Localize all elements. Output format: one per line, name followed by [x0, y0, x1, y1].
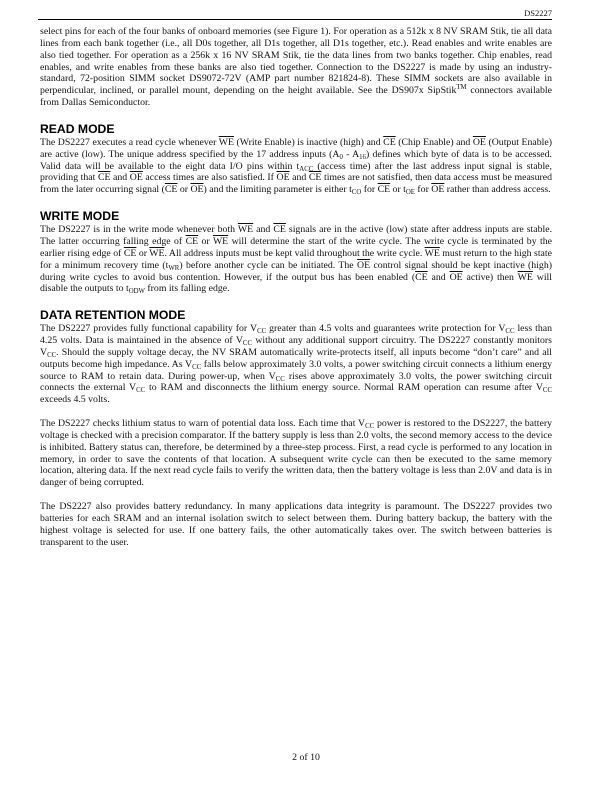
- paragraph-gap: [40, 406, 552, 418]
- header-part-number: DS2227: [38, 8, 552, 20]
- page-number: 2 of 10: [292, 752, 320, 763]
- data-retention-heading: DATA RETENTION MODE: [40, 308, 186, 323]
- read-mode-heading: READ MODE: [40, 121, 115, 136]
- write-mode-heading: WRITE MODE: [40, 209, 120, 224]
- data-retention-paragraph-3: The DS2227 also provides battery redundancy. In many applications data integrity is paramount. The DS2227 provides two batteries for each SRAM and an internal isolation switch to select between them. During battery backup, the battery with the highest voltage is selected for use. If one battery fails, the other automatically takes over. The switch between batteries is transparent to the user.: [40, 501, 552, 548]
- intro-paragraph: select pins for each of the four banks of onboard memories (see Figure 1). For operation as a 512k x 8 NV SRAM Stik, tie all data lines from each bank together (i.e., all D0s together, all D1s together, all D1s together, etc.). Read enables and write enables are also tied together. For operation as a 256k x 16 NV SRAM Stik, tie the data lines from two banks together. Chip enables, read enables, and write enables from these banks are also tied together. Connection to the DS2227 is made by using an industry-standard, 72-position SIMM socket DS9072-72V (AMP part number 821824-8). These SIMM sockets are also available in perpendicular, inclined, or parallel mount, depending on the height available. See the DS907x SipStik™ connectors available from Dallas Semiconductor.: [40, 26, 552, 109]
- data-retention-paragraph-2: The DS2227 checks lithium status to warn of potential data loss. Each time that $V_{CC}$ power is restored to the DS2227, the battery voltage is checked with a precision comparator. If the battery supply is less than 2.0 volts, the second memory access to the device is inhibited. Battery status can, therefore, be determined by a three-step process. First, a read cycle is performed to any location in memory, in order to save the contents of that location. A subsequent write cycle can then be executed to the same memory location, altering data. If the next read cycle fails to verify the written data, then the battery voltage is less than 2.0V and data is in danger of being corrupted.: [40, 418, 552, 489]
- write-mode-paragraph: The DS2227 is in the write mode whenever both $\overline{WE}$ and $\overline{CE}$ signals are in the active (low) state after address inputs are stable. The latter occurring falling edge of $\overline{CE}$ or $\overline{WE}$ will determine the start of the write cycle. The write cycle is terminated by the earlier rising edge of $\overline{CE}$ or $\overline{WE}$. All address inputs must be kept valid throughout the write cycle. $\overline{WE}$ must return to the high state for a minimum recovery time $(t_{WR})$ before another cycle can be initiated. The $\overline{OE}$ control signal should be kept inactive (high) during write cycles to avoid bus contention. However, if the output bus has been enabled ($\overline{CE}$ and $\overline{OE}$ active) then $\overline{WE}$ will disable the outputs to $t_{ODW}$ from its falling edge.: [40, 224, 553, 296]
- trademark-mark: TM: [456, 84, 467, 92]
- read-mode-paragraph: The DS2227 executes a read cycle whenever $\overline{WE}$ (Write Enable) is inactive (high) and $\overline{CE}$ (Chip Enable) and $\overline{OE}$ (Output Enable) are active (low). The unique address specified by the 17 address inputs $(A_0 - A_{16})$ defines which byte of data is to be accessed. Valid data will be available to the eight data I/O pins within $t_{ACC}$ (access time) after the last address input signal is stable, providing that $\overline{CE}$ and $\overline{OE}$ access times are also satisfied. If $\overline{OE}$ and $\overline{CE}$ times are not satisfied, then data access must be measured from the later occurring signal ($\overline{CE}$ or $\overline{OE}$) and the limiting parameter is either $t_{CO}$ for $\overline{CE}$ or $t_{OE}$ for $\overline{OE}$ rather than address access.: [40, 136, 553, 197]
- page-content: [40, 26, 552, 549]
- paragraph-gap: [40, 489, 552, 501]
- data-retention-paragraph-1: The DS2227 provides fully functional capability for $V_{CC}$ greater than 4.5 volts and guarantees write protection for $V_{CC}$ less than 4.25 volts. Data is maintained in the absence of $V_{CC}$ without any additional support circuitry. The DS2227 constantly monitors $V_{CC}$. Should the supply voltage decay, the NV SRAM automatically write-protects itself, all inputs become “don’t care” and all outputs become high impedance. As $V_{CC}$ falls below approximately 3.0 volts, a power switching circuit connects a lithium energy source to RAM to retain data. During power-up, when $V_{CC}$ rises above approximately 3.0 volts, the power switching circuit connects the external $V_{CC}$ to RAM and disconnects the lithium energy source. Normal RAM operation can resume after $V_{CC}$ exceeds 4.5 volts.: [40, 323, 553, 406]
